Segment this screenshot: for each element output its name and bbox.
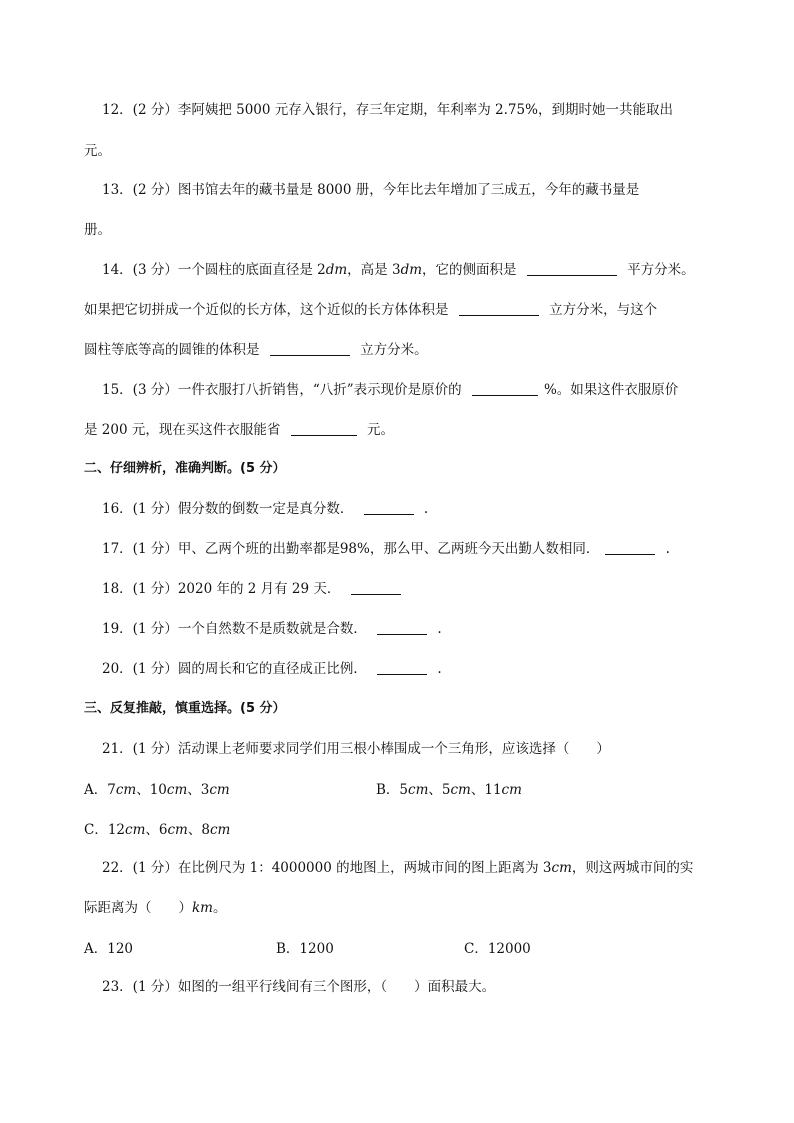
- q21-option-c[interactable]: C．12cm、6cm、8cm: [84, 822, 231, 838]
- unit-cm: cm: [551, 860, 572, 876]
- q14-text-f: 立方分米，与这个: [549, 302, 658, 318]
- q22-option-b[interactable]: B．1200: [276, 941, 334, 957]
- q14-text-e: 如果把它切拼成一个近似的长方体，这个近似的长方体体积是: [84, 302, 449, 318]
- section-3-title: 三、反复推敲，慎重选择。(5 分）: [84, 701, 286, 716]
- q16-end: .: [423, 501, 429, 517]
- unit-dm: dm: [325, 262, 348, 278]
- q20: [102, 660, 442, 678]
- q22-option-a[interactable]: A．120: [84, 941, 134, 957]
- q18-blank[interactable]: [351, 580, 401, 595]
- q21-option-b[interactable]: B．5cm、5cm、11cm: [376, 782, 522, 798]
- q13-line1: 13．(2 分）图书馆去年的藏书量是 8000 册，今年比去年增加了三成五，今年的藏书量是: [102, 182, 640, 198]
- q15-text-d: 元。: [366, 422, 394, 438]
- q21-stem: 21．(1 分）活动课上老师要求同学们用三根小棒围成一个三角形，应该选择（ ）: [102, 741, 610, 757]
- q15-text-c: 是 200 元，现在买这件衣服能省: [84, 422, 281, 438]
- q17: [102, 540, 670, 558]
- q15-text-a: 15．(3 分）一件衣服打八折销售，“八折”表示现价是原价的: [102, 382, 462, 398]
- q14-line2: [84, 301, 657, 319]
- unit-km: km: [192, 900, 213, 916]
- q23-stem: 23．(1 分）如图的一组平行线间有三个图形，（ ）面积最大。: [102, 979, 496, 995]
- q19-blank[interactable]: [377, 620, 427, 635]
- q14-text-b: ，高是 3: [347, 262, 401, 278]
- q15-blank-2[interactable]: [291, 421, 357, 436]
- q12-line1: 12．(2 分）李阿姨把 5000 元存入银行，存三年定期，年利率为 2.75%，到期时她一共能取出: [102, 102, 673, 118]
- q14-line3: [84, 341, 428, 359]
- q19: [102, 620, 442, 638]
- q14-text-c: ，它的侧面积是: [422, 262, 517, 278]
- q14-line1: [102, 261, 695, 279]
- q22-option-c[interactable]: C．12000: [464, 941, 531, 957]
- q15-line2: [84, 421, 394, 439]
- q21-option-a[interactable]: A．7cm、10cm、3cm: [84, 782, 230, 798]
- q20-blank[interactable]: [377, 660, 427, 675]
- q14-blank-2[interactable]: [459, 301, 539, 316]
- q22-line2: 际距离为（ ）km。: [84, 900, 227, 916]
- q16-blank[interactable]: [364, 500, 414, 515]
- q14-text-h: 立方分米。: [360, 342, 428, 358]
- q14-text-d: 平方分米。: [627, 262, 695, 278]
- q20-text: 20．(1 分）圆的周长和它的直径成正比例．: [102, 661, 367, 677]
- q16-text: 16．(1 分）假分数的倒数一定是真分数．: [102, 501, 354, 517]
- q15-text-b: %。如果这件衣服原价: [543, 382, 679, 398]
- section-2-title: 二、仔细辨析，准确判断。(5 分）: [84, 461, 286, 476]
- q16: [102, 500, 428, 518]
- q17-text: 17．(1 分）甲、乙两个班的出勤率都是98%，那么甲、乙两班今天出勤人数相同．: [102, 541, 600, 557]
- q19-text: 19．(1 分）一个自然数不是质数就是合数．: [102, 621, 367, 637]
- q17-blank[interactable]: [605, 540, 655, 555]
- q17-end: .: [665, 541, 670, 557]
- q22-line1: 22．(1 分）在比例尺为 1：4000000 的地图上，两城市间的图上距离为 3cm，则这两城市间的实: [102, 860, 694, 876]
- q15-line1: [102, 381, 678, 399]
- q14-text-a: 14．(3 分）一个圆柱的底面直径是 2: [102, 262, 326, 278]
- q14-blank-1[interactable]: [527, 261, 617, 276]
- q14-text-g: 圆柱等底等高的圆锥的体积是: [84, 342, 260, 358]
- q12-line2: 元。: [84, 143, 111, 159]
- q18-text: 18．(1 分）2020 年的 2 月有 29 天．: [102, 581, 341, 597]
- q13-line2: 册。: [84, 222, 111, 238]
- q15-blank-1[interactable]: [472, 381, 538, 396]
- q19-end: .: [437, 621, 442, 637]
- q18: [102, 580, 407, 598]
- q20-end: .: [437, 661, 442, 677]
- q14-blank-3[interactable]: [270, 341, 350, 356]
- unit-dm: dm: [400, 262, 423, 278]
